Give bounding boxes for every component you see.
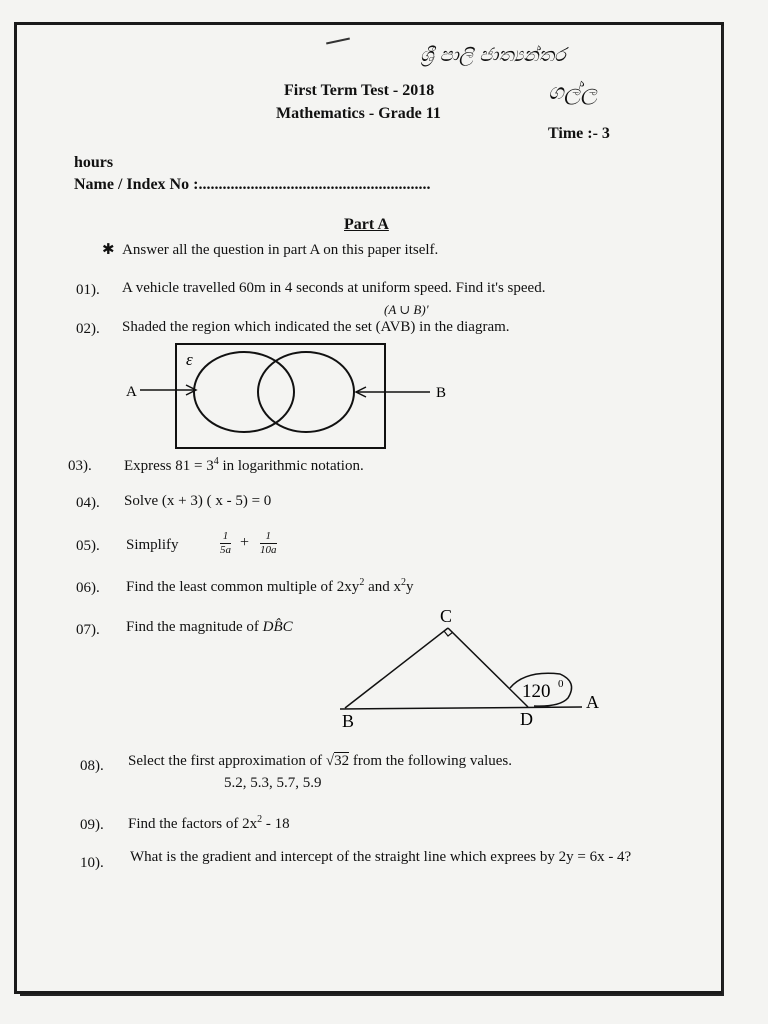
question-number: 09). bbox=[80, 817, 104, 833]
angle-value: 120 bbox=[522, 681, 551, 702]
degree-sign: 0 bbox=[558, 678, 564, 690]
answer-options: 5.2, 5.3, 5.7, 5.9 bbox=[224, 775, 322, 791]
exponent: 2 bbox=[359, 577, 365, 588]
question-text bbox=[128, 814, 290, 833]
fraction-2 bbox=[260, 530, 277, 557]
exponent: 4 bbox=[213, 456, 219, 467]
exponent: 2 bbox=[400, 577, 406, 588]
fraction-1-denominator: 5a bbox=[220, 544, 231, 556]
question-text: Shaded the region which indicated the set (AVB) in the diagram. bbox=[122, 319, 510, 335]
question-text bbox=[126, 619, 293, 636]
question-number: 07). bbox=[76, 622, 100, 638]
question-number: 01). bbox=[76, 282, 100, 298]
label-b: B bbox=[436, 385, 447, 401]
question-text-main: Find the magnitude of bbox=[126, 619, 259, 635]
label-c: C bbox=[440, 606, 453, 626]
universal-label: ε bbox=[186, 350, 193, 369]
side-bc bbox=[345, 628, 448, 708]
question-text bbox=[126, 577, 413, 596]
radicand: 32 bbox=[334, 753, 350, 769]
set-b-circle bbox=[258, 352, 354, 432]
fraction-2-numerator: 1 bbox=[260, 530, 277, 544]
triangle-diagram bbox=[320, 600, 620, 735]
question-text-pre: Select the first approximation of bbox=[128, 753, 326, 769]
label-d: D bbox=[520, 709, 533, 729]
question-number: 04). bbox=[76, 495, 100, 511]
name-dots: .......................................................... bbox=[198, 176, 431, 193]
question-text-post: - 18 bbox=[262, 816, 290, 832]
label-a: A bbox=[586, 692, 599, 712]
fraction-1 bbox=[220, 530, 231, 557]
question-number: 03). bbox=[68, 458, 92, 474]
handwritten-town-name: ගල්ල bbox=[548, 80, 598, 105]
base-line bbox=[340, 707, 582, 709]
question-number: 02). bbox=[76, 321, 100, 337]
question-text bbox=[124, 456, 364, 475]
question-text-pre: Find the least common multiple of 2xy bbox=[126, 579, 360, 595]
handwritten-school-name: ශ්‍රී පාලි ජාත්‍යන්තර bbox=[420, 44, 566, 66]
instruction-line bbox=[102, 240, 438, 259]
test-title: First Term Test - 2018 bbox=[284, 82, 435, 99]
question-number: 06). bbox=[76, 580, 100, 596]
sqrt-sign: √ bbox=[325, 753, 335, 769]
instruction-text: Answer all the question in part A on this paper itself. bbox=[122, 242, 439, 258]
question-text-post: in logarithmic notation. bbox=[218, 458, 364, 474]
question-text-mid: and x bbox=[364, 579, 401, 595]
question-text: A vehicle travelled 60m in 4 seconds at uniform speed. Find it's speed. bbox=[122, 280, 546, 296]
time-label: Time :- 3 bbox=[548, 125, 610, 142]
set-a-circle bbox=[194, 352, 294, 432]
plus-sign: + bbox=[240, 534, 250, 551]
question-text: What is the gradient and intercept of the straight line which exprees by 2y = 6x - 4? bbox=[130, 849, 632, 865]
question-text: Solve (x + 3) ( x - 5) = 0 bbox=[124, 493, 272, 509]
question-text-pre: Express 81 bbox=[124, 458, 191, 474]
handwritten-annotation: (A ∪ B)' bbox=[384, 302, 429, 317]
question-number: 10). bbox=[80, 855, 104, 871]
name-index-label bbox=[74, 176, 430, 194]
question-text-post: y bbox=[405, 579, 414, 595]
star-icon: ✱ bbox=[102, 242, 115, 258]
subject-title: Mathematics - Grade 11 bbox=[276, 105, 441, 122]
label-a: A bbox=[126, 384, 137, 400]
fraction-1-numerator: 1 bbox=[220, 530, 231, 544]
angle-label: DB̂C bbox=[262, 619, 293, 635]
exponent: 2 bbox=[257, 814, 263, 825]
side-cd bbox=[448, 628, 528, 707]
name-label-text: Name / Index No : bbox=[74, 176, 199, 193]
question-text bbox=[128, 753, 512, 770]
question-text-mid: = 3 bbox=[190, 458, 214, 474]
question-text-pre: Find the factors of 2x bbox=[128, 816, 258, 832]
question-text-post: from the following values. bbox=[349, 753, 512, 769]
fraction-2-denominator: 10a bbox=[260, 544, 277, 556]
part-title: Part A bbox=[344, 216, 389, 233]
venn-diagram bbox=[120, 340, 460, 452]
question-number: 08). bbox=[80, 758, 104, 774]
question-text: Simplify bbox=[126, 537, 179, 553]
question-number: 05). bbox=[76, 538, 100, 554]
label-b: B bbox=[342, 711, 355, 731]
time-unit: hours bbox=[74, 154, 114, 171]
